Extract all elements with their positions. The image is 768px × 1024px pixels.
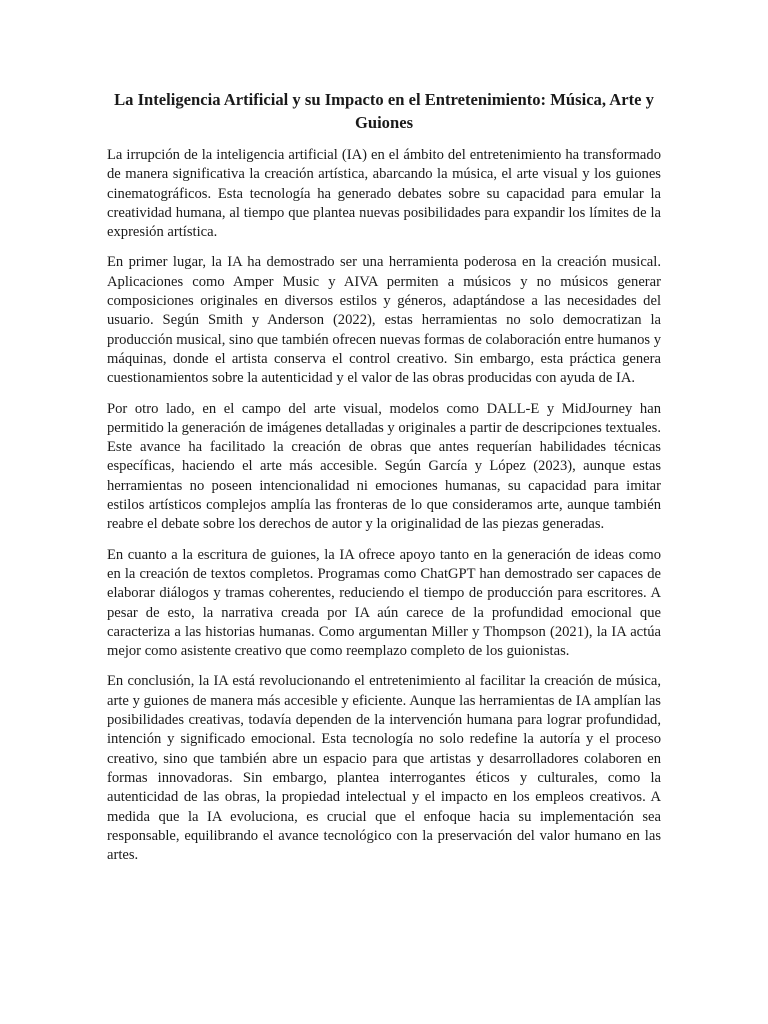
document-title: La Inteligencia Artificial y su Impacto en el Entretenimiento: Música, Arte y Guiones bbox=[114, 90, 654, 132]
paragraph-conclusion: En conclusión, la IA está revolucionando el entretenimiento al facilitar la creación de música, arte y guiones de manera más accesible y eficiente. Aunque las herramientas de IA amplían las posibilidades creativas, todavía dependen de la intervención humana para lograr profundidad, intención y significado emocional. Esta tecnología no solo redefine la autoría y el proceso creativo, sino que también abre un espacio para que artistas y desarrolladores colaboren en formas innovadoras. Sin embargo, plantea interrogantes éticos y culturales, como la autenticidad de las obras, la propiedad intelectual y el impacto en los empleos creativos. A medida que la IA evoluciona, es crucial que el enfoque hacia su implementación sea responsable, equilibrando el avance tecnológico con la preservación del valor humano en las artes. bbox=[107, 673, 661, 864]
paragraph-visual-art: Por otro lado, en el campo del arte visual, modelos como DALL-E y MidJourney han permitido la generación de imágenes detalladas y originales a partir de descripciones textuales. Este avance ha facilitado la creación de obras que antes requerían habilidades técnicas específicas, haciendo el arte más accesible. Según García y López (2023), aunque estas herramientas no poseen intencionalidad ni emociones humanas, su capacidad para imitar estilos artísticos complejos amplía las fronteras de lo que consideramos arte, aunque también reabre el debate sobre los derechos de autor y la originalidad de las piezas generadas. bbox=[107, 400, 661, 533]
paragraph-music: En primer lugar, la IA ha demostrado ser una herramienta poderosa en la creación musical. Aplicaciones como Amper Music y AIVA permiten a músicos y no músicos generar composiciones originales en diversos estilos y géneros, adaptándose a las necesidades del usuario. Según Smith y Anderson (2022), estas herramientas no solo democratizan la producción musical, sino que también ofrecen nuevas formas de colaboración entre humanos y máquinas, donde el artista conserva el control creativo. Sin embargo, esta práctica genera cuestionamientos sobre la autenticidad y el valor de las obras producidas con ayuda de IA. bbox=[107, 254, 661, 387]
paragraph-scripts: En cuanto a la escritura de guiones, la IA ofrece apoyo tanto en la generación de ideas como en la creación de textos completos. Programas como ChatGPT han demostrado ser capaces de elaborar diálogos y tramas coherentes, reduciendo el tiempo de producción para escritores. A pesar de esto, la narrativa creada por IA aún carece de la profundidad emocional que caracteriza a las historias humanas. Como argumentan Miller y Thompson (2021), la IA actúa mejor como asistente creativo que como reemplazo completo de los guionistas. bbox=[107, 546, 661, 660]
document-body bbox=[107, 146, 661, 865]
paragraph-introduction: La irrupción de la inteligencia artificial (IA) en el ámbito del entretenimiento ha transformado de manera significativa la creación artística, abarcando la música, el arte visual y los guiones cinematográficos. Esta tecnología ha generado debates sobre su capacidad para emular la creatividad humana, al tiempo que plantea nuevas posibilidades para expandir los límites de la expresión artística. bbox=[107, 147, 661, 241]
